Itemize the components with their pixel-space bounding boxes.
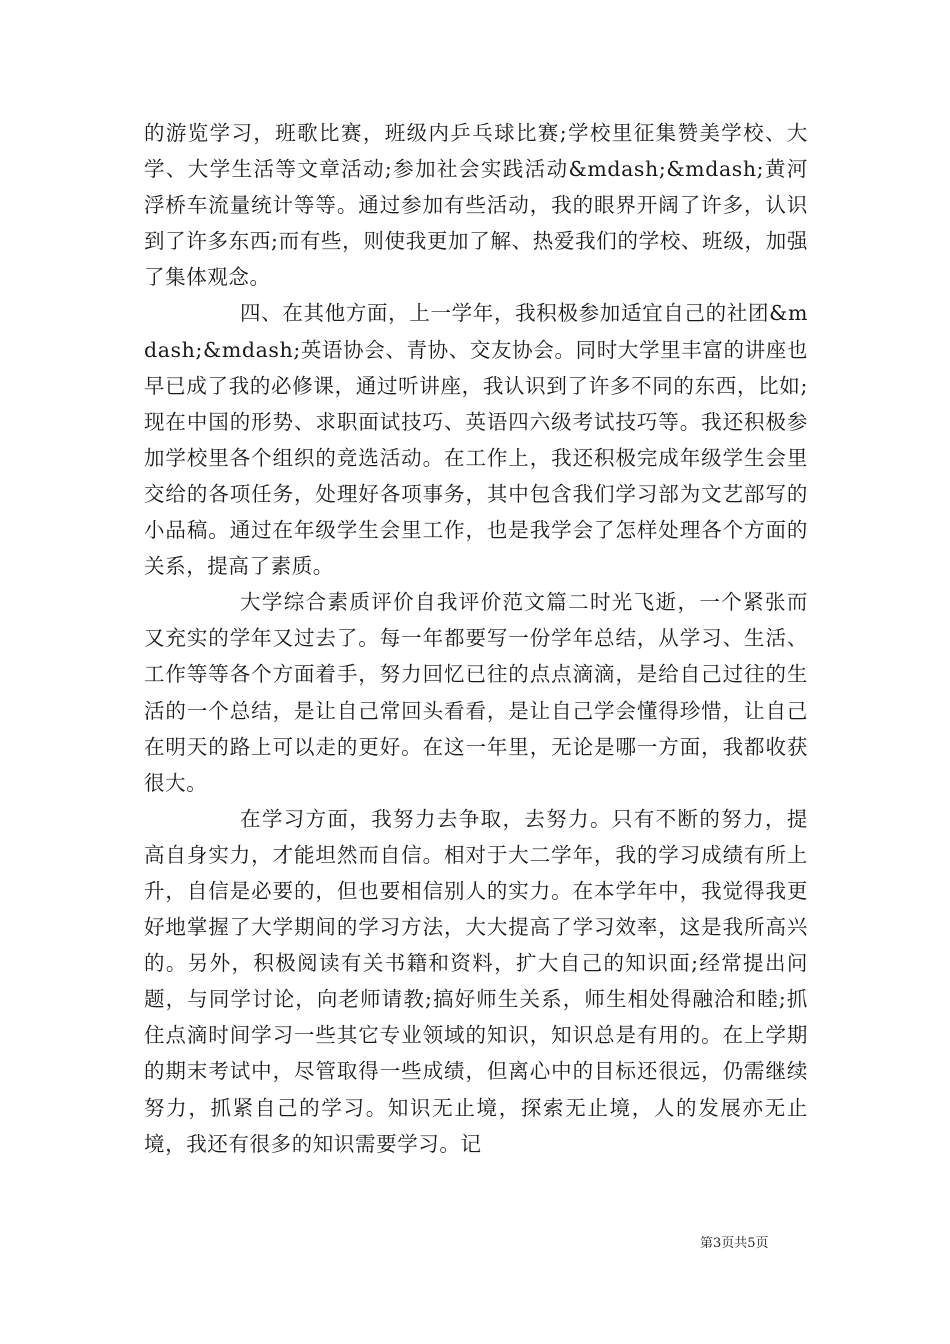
paragraph-4: 在学习方面，我努力去争取，去努力。只有不断的努力，提高自身实力，才能坦然而自信。相对于大二学年，我的学习成绩有所上升，自信是必要的，但也要相信别人的实力。在本学年中，我觉得我更好地掌握了大学期间的学习方法，大大提高了学习效率，这是我所高兴的。另外，积极阅读有关书籍和资料，扩大自己的知识面;经常提出问题，与同学讨论，向老师请教;搞好师生关系，师生相处得融洽和睦;抓住点滴时间学习一些其它专业领域的知识，知识总是有用的。在上学期的期末考试中，尽管取得一些成绩，但离心中的目标还很远，仍需继续努力，抓紧自己的学习。知识无止境，探索无止境，人的发展亦无止境，我还有很多的知识需要学习。记	[144, 806, 808, 1156]
paragraph-3: 大学综合素质评价自我评价范文篇二时光飞逝，一个紧张而又充实的学年又过去了。每一年都要写一份学年总结，从学习、生活、工作等等各个方面着手，努力回忆已往的点点滴滴，是给自己过往的生活的一个总结，是让自己常回头看看，是让自己学会懂得珍惜，让自己在明天的路上可以走的更好。在这一年里，无论是哪一方面，我都收获很大。	[144, 590, 808, 795]
page-number-footer: 第3页共5页	[700, 1236, 769, 1251]
document-body	[144, 115, 808, 1162]
paragraph-1: 的游览学习，班歌比赛，班级内乒乓球比赛;学校里征集赞美学校、大学、大学生活等文章活动;参加社会实践活动&mdash;&mdash;黄河浮桥车流量统计等等。通过参加有些活动，我的眼界开阔了许多，认识到了许多东西;而有些，则使我更加了解、热爱我们的学校、班级，加强了集体观念。	[144, 121, 808, 290]
paragraph-2: 四、在其他方面，上一学年，我积极参加适宜自己的社团&mdash;&mdash;英语协会、青协、交友协会。同时大学里丰富的讲座也早已成了我的必修课，通过听讲座，我认识到了许多不同的东西，比如;现在中国的形势、求职面试技巧、英语四六级考试技巧等。我还积极参加学校里各个组织的竞选活动。在工作上，我还积极完成年级学生会里交给的各项任务，处理好各项事务，其中包含我们学习部为文艺部写的小品稿。通过在年级学生会里工作，也是我学会了怎样处理各个方面的关系，提高了素质。	[144, 301, 808, 579]
